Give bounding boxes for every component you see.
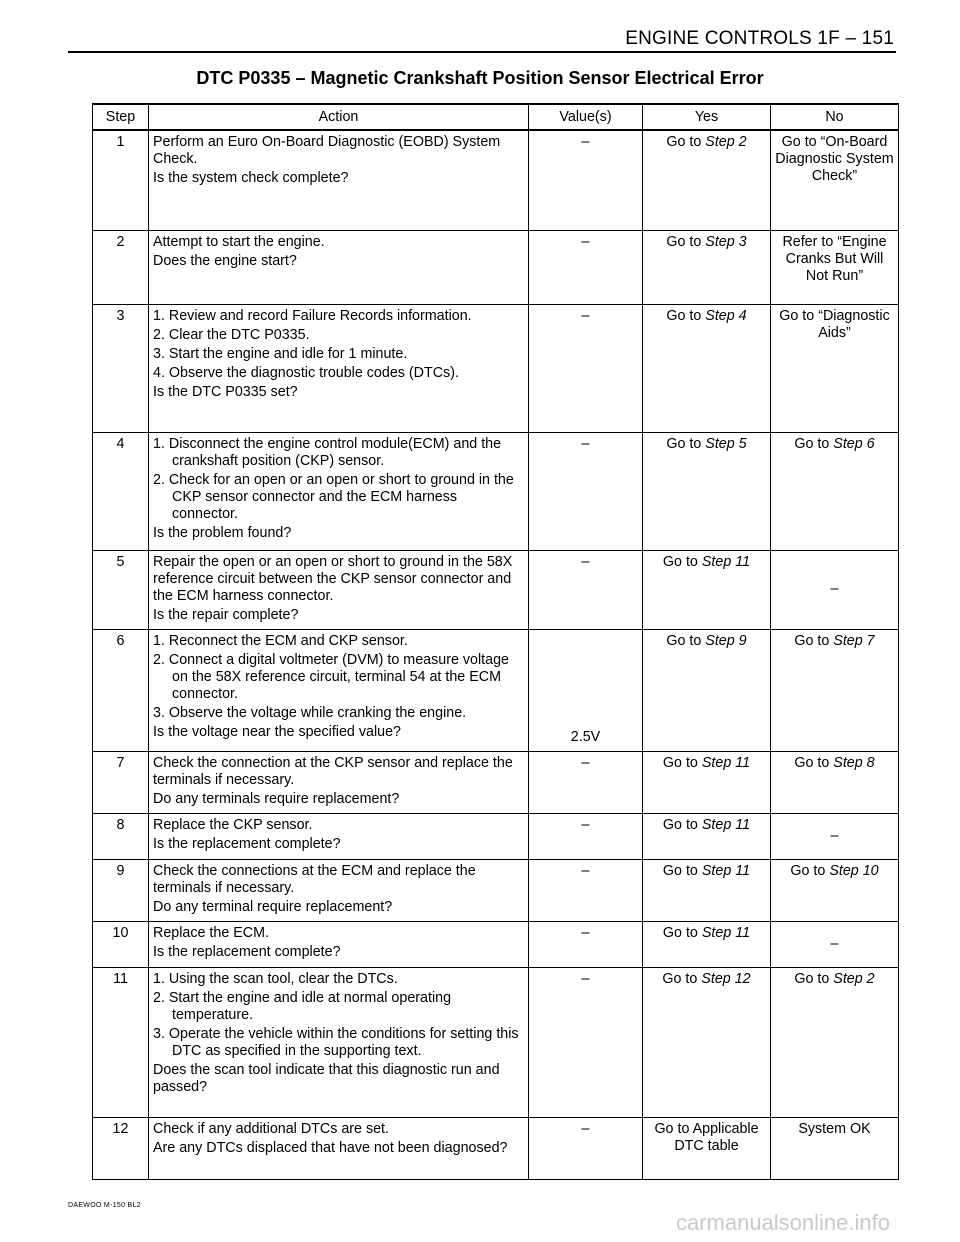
yes-cell xyxy=(643,967,771,1117)
action-line: 2. Check for an open or an open or short to ground in the CKP sensor connector and the ECM harness connector. xyxy=(153,471,514,522)
yes-cell xyxy=(643,751,771,813)
action-line: Is the problem found? xyxy=(153,524,292,541)
yes-cell xyxy=(643,1117,771,1179)
value-cell: – xyxy=(529,230,643,304)
value-cell: – xyxy=(529,1117,643,1179)
no-text: Go to “On-Board Diagnostic System Check” xyxy=(775,134,894,184)
yes-step-link: Step 4 xyxy=(705,307,747,324)
no-text: – xyxy=(830,827,839,844)
yes-cell xyxy=(643,550,771,629)
action-cell xyxy=(149,550,529,629)
action-line: Replace the CKP sensor. xyxy=(153,816,313,833)
page-header: ENGINE CONTROLS 1F – 151 xyxy=(625,28,894,49)
value-cell: – xyxy=(529,859,643,921)
value-cell: – xyxy=(529,921,643,967)
no-step-link: Step 8 xyxy=(833,754,875,771)
step-cell: 9 xyxy=(93,859,149,921)
yes-text: Go to xyxy=(662,970,702,987)
yes-text: Go to xyxy=(662,862,702,879)
table-row xyxy=(93,751,899,813)
action-line: 2. Clear the DTC P0335. xyxy=(153,326,310,343)
action-line: Check the connections at the ECM and replace the terminals if necessary. xyxy=(153,862,476,896)
yes-text: Go to Applicable DTC table xyxy=(654,1120,759,1154)
no-step-link: Step 6 xyxy=(833,435,875,452)
column-header-values: Value(s) xyxy=(529,104,643,130)
column-header-action: Action xyxy=(149,104,529,130)
table-row xyxy=(93,130,899,230)
page-title: DTC P0335 – Magnetic Crankshaft Position Sensor Electrical Error xyxy=(196,68,764,88)
no-step-link: Step 10 xyxy=(829,862,879,879)
no-step-link: Step 2 xyxy=(833,970,875,987)
yes-step-link: Step 9 xyxy=(705,632,747,649)
action-cell xyxy=(149,859,529,921)
action-cell xyxy=(149,432,529,550)
yes-text: Go to xyxy=(662,816,702,833)
yes-step-link: Step 12 xyxy=(701,970,751,987)
action-line: 3. Start the engine and idle for 1 minute. xyxy=(153,345,408,362)
table-row xyxy=(93,304,899,432)
diagnostic-table xyxy=(92,103,899,1180)
step-cell: 12 xyxy=(93,1117,149,1179)
yes-step-link: Step 5 xyxy=(705,435,747,452)
step-cell: 3 xyxy=(93,304,149,432)
table-row xyxy=(93,432,899,550)
action-line: Replace the ECM. xyxy=(153,924,270,941)
yes-cell xyxy=(643,921,771,967)
table-header-row xyxy=(93,104,899,130)
action-line: Is the system check complete? xyxy=(153,170,349,186)
no-cell xyxy=(771,130,899,230)
yes-text: Go to xyxy=(666,435,706,452)
action-cell xyxy=(149,921,529,967)
column-header-step: Step xyxy=(93,104,149,130)
action-line: Are any DTCs displaced that have not been diagnosed? xyxy=(153,1139,508,1156)
no-cell xyxy=(771,921,899,967)
yes-cell xyxy=(643,432,771,550)
yes-cell xyxy=(643,230,771,304)
yes-text: Go to xyxy=(666,307,706,324)
table-body xyxy=(93,130,899,1179)
value-cell: – xyxy=(529,130,643,230)
action-line: Do any terminals require replacement? xyxy=(153,790,400,807)
no-cell xyxy=(771,304,899,432)
yes-step-link: Step 11 xyxy=(701,816,751,833)
no-text: Go to xyxy=(794,970,834,987)
action-cell xyxy=(149,813,529,859)
no-text: – xyxy=(830,581,839,597)
action-line: 1. Using the scan tool, clear the DTCs. xyxy=(153,970,398,987)
action-line: 2. Connect a digital voltmeter (DVM) to measure voltage on the 58X reference circuit, terminal 54 at the ECM connector. xyxy=(153,651,509,702)
step-cell: 4 xyxy=(93,432,149,550)
table-row xyxy=(93,1117,899,1179)
no-step-link: Step 7 xyxy=(833,632,875,649)
no-text: Go to xyxy=(794,632,834,649)
no-text: Refer to “Engine Cranks But Will Not Run” xyxy=(782,233,887,284)
no-cell xyxy=(771,813,899,859)
yes-text: Go to xyxy=(662,924,702,941)
step-cell: 8 xyxy=(93,813,149,859)
no-cell xyxy=(771,550,899,629)
action-line: Is the voltage near the specified value? xyxy=(153,723,401,740)
value-cell: – xyxy=(529,432,643,550)
action-line: Check the connection at the CKP sensor and replace the terminals if necessary. xyxy=(153,754,513,788)
step-cell: 10 xyxy=(93,921,149,967)
yes-step-link: Step 3 xyxy=(705,233,747,250)
value-cell: – xyxy=(529,813,643,859)
table-row xyxy=(93,813,899,859)
action-line: Do any terminal require replacement? xyxy=(153,898,393,915)
action-cell xyxy=(149,304,529,432)
yes-text: Go to xyxy=(666,233,706,250)
action-line: 3. Observe the voltage while cranking the engine. xyxy=(153,704,467,721)
value-cell: 2.5V xyxy=(529,629,643,751)
column-header-yes: Yes xyxy=(643,104,771,130)
step-cell: 2 xyxy=(93,230,149,304)
yes-text: Go to xyxy=(662,553,702,570)
no-cell xyxy=(771,432,899,550)
step-cell: 7 xyxy=(93,751,149,813)
value-cell: – xyxy=(529,967,643,1117)
footer-code: DAEWOO M-150 BL2 xyxy=(68,1202,141,1209)
yes-text: Go to xyxy=(666,134,706,150)
yes-cell xyxy=(643,859,771,921)
action-line: Perform an Euro On-Board Diagnostic (EOBD) System Check. xyxy=(153,134,501,167)
table-row xyxy=(93,629,899,751)
no-cell xyxy=(771,967,899,1117)
no-text: Go to “Diagnostic Aids” xyxy=(779,307,890,341)
table-row xyxy=(93,550,899,629)
action-line: Does the engine start? xyxy=(153,252,297,269)
action-line: Does the scan tool indicate that this diagnostic run and passed? xyxy=(153,1061,500,1095)
action-line: Is the replacement complete? xyxy=(153,835,341,852)
yes-step-link: Step 11 xyxy=(701,862,751,879)
action-cell xyxy=(149,967,529,1117)
step-cell: 11 xyxy=(93,967,149,1117)
action-line: Is the replacement complete? xyxy=(153,943,341,960)
value-cell: – xyxy=(529,751,643,813)
yes-cell xyxy=(643,813,771,859)
value-cell: – xyxy=(529,550,643,629)
action-line: 1. Reconnect the ECM and CKP sensor. xyxy=(153,632,408,649)
yes-cell xyxy=(643,304,771,432)
no-cell xyxy=(771,230,899,304)
yes-step-link: Step 2 xyxy=(705,134,747,150)
yes-step-link: Step 11 xyxy=(701,924,751,941)
yes-step-link: Step 11 xyxy=(701,754,751,771)
yes-cell xyxy=(643,629,771,751)
yes-cell xyxy=(643,130,771,230)
table-row xyxy=(93,921,899,967)
action-cell xyxy=(149,629,529,751)
action-line: Attempt to start the engine. xyxy=(153,233,325,250)
table-row xyxy=(93,230,899,304)
action-line: Is the repair complete? xyxy=(153,606,299,623)
action-cell xyxy=(149,230,529,304)
no-cell xyxy=(771,629,899,751)
action-cell xyxy=(149,130,529,230)
action-line: Is the DTC P0335 set? xyxy=(153,383,298,400)
no-cell xyxy=(771,1117,899,1179)
no-text: Go to xyxy=(790,862,830,879)
step-cell: 1 xyxy=(93,130,149,230)
action-line: 3. Operate the vehicle within the conditions for setting this DTC as specified in the supporting text. xyxy=(153,1025,519,1059)
action-line: Check if any additional DTCs are set. xyxy=(153,1120,390,1137)
action-cell xyxy=(149,1117,529,1179)
action-line: 4. Observe the diagnostic trouble codes (DTCs). xyxy=(153,364,459,381)
no-text: Go to xyxy=(794,435,834,452)
yes-step-link: Step 11 xyxy=(701,553,751,570)
action-line: 1. Review and record Failure Records information. xyxy=(153,307,472,324)
no-cell xyxy=(771,751,899,813)
step-cell: 5 xyxy=(93,550,149,629)
no-cell xyxy=(771,859,899,921)
no-text: System OK xyxy=(798,1120,871,1137)
watermark: carmanualsonline.info xyxy=(675,1210,890,1235)
table-row xyxy=(93,859,899,921)
header-rule xyxy=(68,51,896,53)
no-text: – xyxy=(830,935,839,952)
yes-text: Go to xyxy=(662,754,702,771)
yes-text: Go to xyxy=(666,632,706,649)
column-header-no: No xyxy=(771,104,899,130)
action-line: Repair the open or an open or short to ground in the 58X reference circuit between the CKP sensor connector and the ECM harness connector. xyxy=(153,553,513,604)
no-text: Go to xyxy=(794,754,834,771)
action-line: 1. Disconnect the engine control module(ECM) and the crankshaft position (CKP) sensor. xyxy=(153,435,502,469)
action-line: 2. Start the engine and idle at normal operating temperature. xyxy=(153,989,452,1023)
step-cell: 6 xyxy=(93,629,149,751)
action-cell xyxy=(149,751,529,813)
table-row xyxy=(93,967,899,1117)
value-cell: – xyxy=(529,304,643,432)
